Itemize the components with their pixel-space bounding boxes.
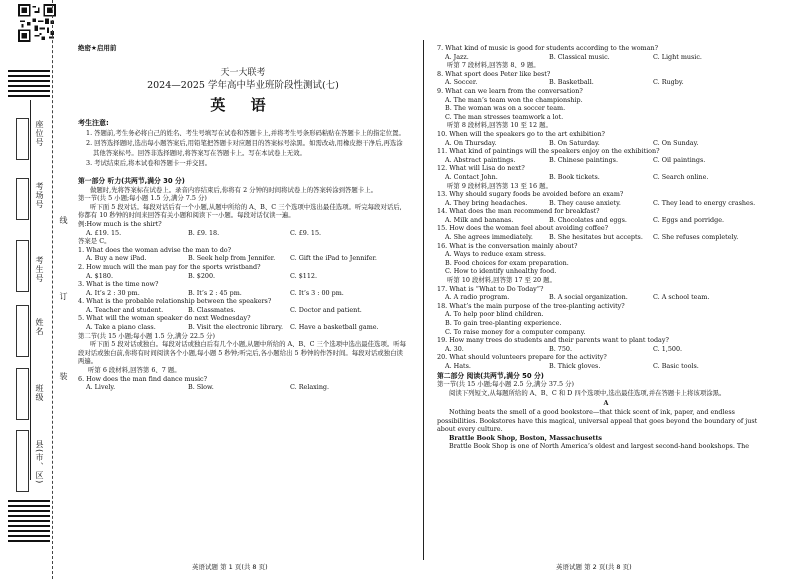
page-divider [423, 40, 424, 560]
question-text: 6. How does the man find dance music? [78, 374, 208, 383]
question-options [78, 306, 408, 315]
option: B. Visit the electronic library. [188, 323, 284, 332]
option: B. A social organization. [549, 293, 628, 302]
question-options [78, 254, 408, 263]
binding-stripes-bottom [8, 500, 50, 545]
part1-heading: 第一部分 听力(共两节,满分 30 分) [78, 176, 185, 185]
option: A. Soccer. [445, 78, 478, 87]
option: B. $200. [188, 271, 216, 280]
option: B. Classical music. [549, 52, 610, 61]
option: A. Lively. [86, 383, 116, 392]
option: C. Eggs and porridge. [653, 215, 725, 224]
name-box [16, 305, 29, 357]
notice-list [78, 128, 408, 168]
class-box [16, 368, 29, 420]
class-label: 班级 [35, 384, 44, 402]
exam-no-label: 考生号 [35, 256, 44, 283]
material-note: 听第 10 段材料,回答第 17 至 20 题。 [447, 276, 556, 285]
notice-item: 2. 回答选择题时,选出每小题答案后,用铅笔把答题卡对应题目的答案标号涂黑。如需改动,用橡皮擦干净后,再选涂其他答案标号。回答非选择题时,将答案写在答题卡上。写在本试卷上无效。 [86, 138, 403, 157]
exam-no-box [16, 240, 29, 292]
question-text: 10. When will the speakers go to the art exhibition? [437, 129, 605, 138]
question-text: 16. What is the conversation mainly about? [437, 241, 578, 250]
seat-box [16, 118, 29, 160]
question-text: 12. What will Lisa do next? [437, 164, 525, 173]
exam-subtitle: 2024—2025 学年高中毕业班阶段性测试(七) [147, 80, 339, 92]
option: B. They cause anxiety. [549, 198, 621, 207]
question-text: 13. Why should sugary foods be avoided before an exam? [437, 190, 624, 199]
option: C. Rugby. [653, 78, 684, 87]
question-text: 17. What is “What to Do Today”? [437, 284, 544, 293]
county-box [16, 430, 29, 492]
option: C. Gift the iPad to Jennifer. [290, 254, 377, 263]
passage-paragraph: Brattle Book Shop is one of North America’s oldest and largest second-hand bookshops. The [449, 442, 750, 451]
section2-heading: 第二节(共 15 小题;每小题 1.5 分,满分 22.5 分) [78, 331, 215, 340]
option: A. They bring headaches. [445, 198, 528, 207]
notice-heading: 考生注意: [78, 119, 109, 128]
question-list [78, 246, 408, 332]
page-1 [78, 0, 408, 392]
option: A. A radio program. [445, 293, 510, 302]
part2-section1-heading: 第一节(共 15 小题;每小题 2.5 分,满分 37.5 分) [437, 380, 574, 389]
question-options [437, 216, 775, 225]
page-1-footer: 英语试题 第 1 页(共 8 页) [192, 563, 268, 571]
passage-paragraph: Nothing beats the smell of a good bookstore—that thick scent of ink, paper, and endless possibilities. Bookstores have this magical, universal appeal that goes beyond the boundary of just about every culture. [437, 407, 758, 434]
material-note: 听第 8 段材料,回答第 10 至 12 题。 [447, 121, 552, 130]
option: B. 750. [549, 344, 572, 353]
option: C. Search online. [653, 172, 709, 181]
question-text: 4. What is the probable relationship between the speakers? [78, 297, 272, 306]
passage-subheading: Brattle Book Shop, Boston, Massachusetts [449, 433, 603, 442]
option: C. $112. [290, 271, 318, 280]
option: B. Food choices for exam preparation. [445, 258, 569, 267]
option: A. To help poor blind children. [445, 310, 544, 319]
question-options [437, 199, 775, 208]
option: C. She refuses completely. [653, 233, 739, 242]
option: C. How to identify unhealthy food. [445, 267, 557, 276]
question-text: 3. What is the time now? [78, 280, 159, 289]
cut-ding-label: 订 [59, 292, 68, 300]
example-question: 例:How much is the shirt? [78, 219, 162, 228]
room-box [16, 178, 29, 220]
option: A. Contact John. [445, 172, 498, 181]
question-options [437, 345, 775, 354]
question-text: 15. How does the woman feel about avoiding coffee? [437, 224, 609, 233]
option: C. Doctor and patient. [290, 305, 362, 314]
question-text: 9. What can we learn from the conversation? [437, 86, 583, 95]
option: C. On Sunday. [653, 138, 699, 147]
option: B. Seek help from Jennifer. [188, 254, 276, 263]
option: B. Thick gloves. [549, 361, 601, 370]
question-options [437, 293, 775, 302]
option: A. Teacher and student. [86, 305, 164, 314]
option: A. £19. 15. [86, 228, 122, 237]
question-text: 7. What kind of music is good for students according to the woman? [437, 44, 659, 52]
question-options [78, 383, 408, 392]
option: A. Take a piano class. [86, 323, 156, 332]
option: B. Book tickets. [549, 172, 600, 181]
example-answer: 答案是 C。 [78, 237, 111, 246]
notice-item: 1. 答题前,考生务必将自己的姓名、考生号填写在试卷和答题卡上,并将考生号条形码粘贴在答题卡上的指定位置。 [86, 128, 405, 137]
option: A. Buy a new iPad. [86, 254, 147, 263]
question-text: 2. How much will the man pay for the sports wristband? [78, 262, 261, 271]
cut-zhuang-label: 装 [59, 372, 68, 380]
part2-intro: 阅读下列短文,从每题所给的 A、B、C 和 D 四个选项中,选出最佳选项,并在答题卡上将该项涂黑。 [449, 388, 726, 397]
option: B. To gain tree-planting experience. [445, 319, 562, 327]
question-options [437, 78, 775, 87]
option: C. Basic tools. [653, 361, 699, 370]
part1-intro: 做题时,先将答案标在试卷上。录音内容结束后,你将有 2 分钟的时间将试卷上的答案转涂到答题卡上。 [90, 185, 377, 194]
part2-heading: 第二部分 阅读(共两节,满分 50 分) [437, 371, 544, 380]
option: A. Ways to reduce exam stress. [445, 250, 546, 259]
question-list [437, 44, 775, 371]
question-text: 11. What kind of paintings will the speakers enjoy on the exhibition? [437, 147, 660, 156]
binding-stripes-top [8, 70, 50, 100]
option: A. 30. [445, 344, 464, 353]
option: C. £9. 15. [290, 228, 322, 237]
option: A. Milk and bananas. [445, 215, 514, 224]
question-options [437, 233, 775, 242]
material-note: 听第 7 段材料,回答第 8、9 题。 [447, 61, 540, 70]
confidential-mark: 绝密★启用前 [78, 44, 117, 52]
question-options [78, 272, 408, 281]
notice-item: 3. 考试结束后,将本试卷和答题卡一并交回。 [86, 158, 212, 167]
subject-title: 英 语 [210, 95, 276, 114]
qr-code [18, 4, 56, 42]
question-text: 20. What should volunteers prepare for the activity? [437, 353, 607, 362]
option: A. Abstract paintings. [445, 155, 516, 164]
option: A. Hats. [445, 361, 471, 370]
option: B. Basketball. [549, 78, 594, 87]
section1-heading: 第一节(共 5 小题;每小题 1.5 分,满分 7.5 分) [78, 194, 207, 203]
exam-title: 天一大联考 [220, 67, 266, 78]
question-options [437, 362, 775, 371]
option: C. Oil paintings. [653, 155, 706, 164]
page-2 [437, 44, 775, 451]
option: C. It’s 3 : 00 pm. [290, 288, 344, 297]
option: C. To raise money for a computer company. [445, 327, 586, 336]
option: B. £9. 18. [188, 228, 220, 237]
option: A. $180. [86, 271, 113, 280]
option: B. Classmates. [188, 305, 236, 314]
option: C. They lead to energy crashes. [653, 198, 756, 207]
option: B. She hesitates but accepts. [549, 233, 643, 242]
room-label: 考场号 [35, 182, 44, 209]
material-note: 听第 6 段材料,回答第 6、7 题。 [88, 366, 181, 375]
option: B. Chinese paintings. [549, 155, 618, 164]
material-note: 听第 9 段材料,回答第 13 至 16 题。 [447, 181, 552, 190]
question-options [437, 139, 775, 148]
question-text: 14. What does the man recommend for breakfast? [437, 207, 600, 216]
question-text: 1. What does the woman advise the man to do? [78, 245, 232, 254]
question-text: 18. What’s the main purpose of the tree-planting activity? [437, 301, 625, 310]
question-text: 5. What will the woman speaker do next Wednesday? [78, 314, 251, 323]
option: C. A school team. [653, 293, 710, 302]
passage-letter: A [603, 399, 609, 408]
seat-label: 座位号 [35, 120, 44, 147]
section1-intro: 听下面 5 段对话。每段对话后有一个小题,从题中所给的 A、B、C 三个选项中选出最佳选项。听完每段对话后,你都有 10 秒钟的时间来回答有关小题和阅读下一小题。每段对话仅读一遍。 [78, 202, 402, 220]
option: C. The man stresses teamwork a lot. [445, 112, 564, 121]
option: A. The man’s team won the championship. [445, 95, 583, 104]
page-2-footer: 英语试题 第 2 页(共 8 页) [556, 563, 632, 571]
option: B. Chocolates and eggs. [549, 215, 627, 224]
option: A. Jazz. [445, 52, 469, 61]
section2-intro: 听下面 5 段对话或独白。每段对话或独白后有几个小题,从题中所给的 A、B、C 三个选项中选出最佳选项。听每段对话或独白前,你将有时间阅读各个小题,每小题 5 秒钟;听完后,各小题给出 5 秒钟的作答时间。每段对话或独白读两遍。 [78, 340, 407, 366]
cut-line [52, 0, 53, 579]
question-options [437, 156, 775, 165]
option: A. On Thursday. [445, 138, 497, 147]
question-text: 19. How many trees do students and their parents want to plant today? [437, 336, 669, 345]
option: B. It’s 2 : 45 pm. [188, 288, 242, 297]
option: A. It’s 2 : 30 pm. [86, 288, 140, 297]
option: B. Slow. [188, 383, 214, 392]
question-options [437, 173, 775, 182]
binding-rule [30, 100, 31, 480]
question-options [437, 53, 775, 62]
option: B. On Saturday. [549, 138, 600, 147]
name-label: 姓名 [35, 318, 44, 336]
question-text: 8. What sport does Peter like best? [437, 69, 551, 78]
option: C. 1,500. [653, 344, 683, 353]
question-options [78, 323, 408, 332]
option: C. Light music. [653, 52, 702, 61]
option: C. Have a basketball game. [290, 323, 379, 332]
question-options [78, 289, 408, 298]
option: C. Relaxing. [290, 383, 330, 392]
county-label: 县(市、区) [35, 440, 44, 485]
cut-line-label: 线 [59, 216, 68, 224]
example-options [78, 229, 408, 238]
option: B. The woman was on a soccer team. [445, 104, 566, 113]
option: A. She agrees immediately. [445, 233, 533, 242]
